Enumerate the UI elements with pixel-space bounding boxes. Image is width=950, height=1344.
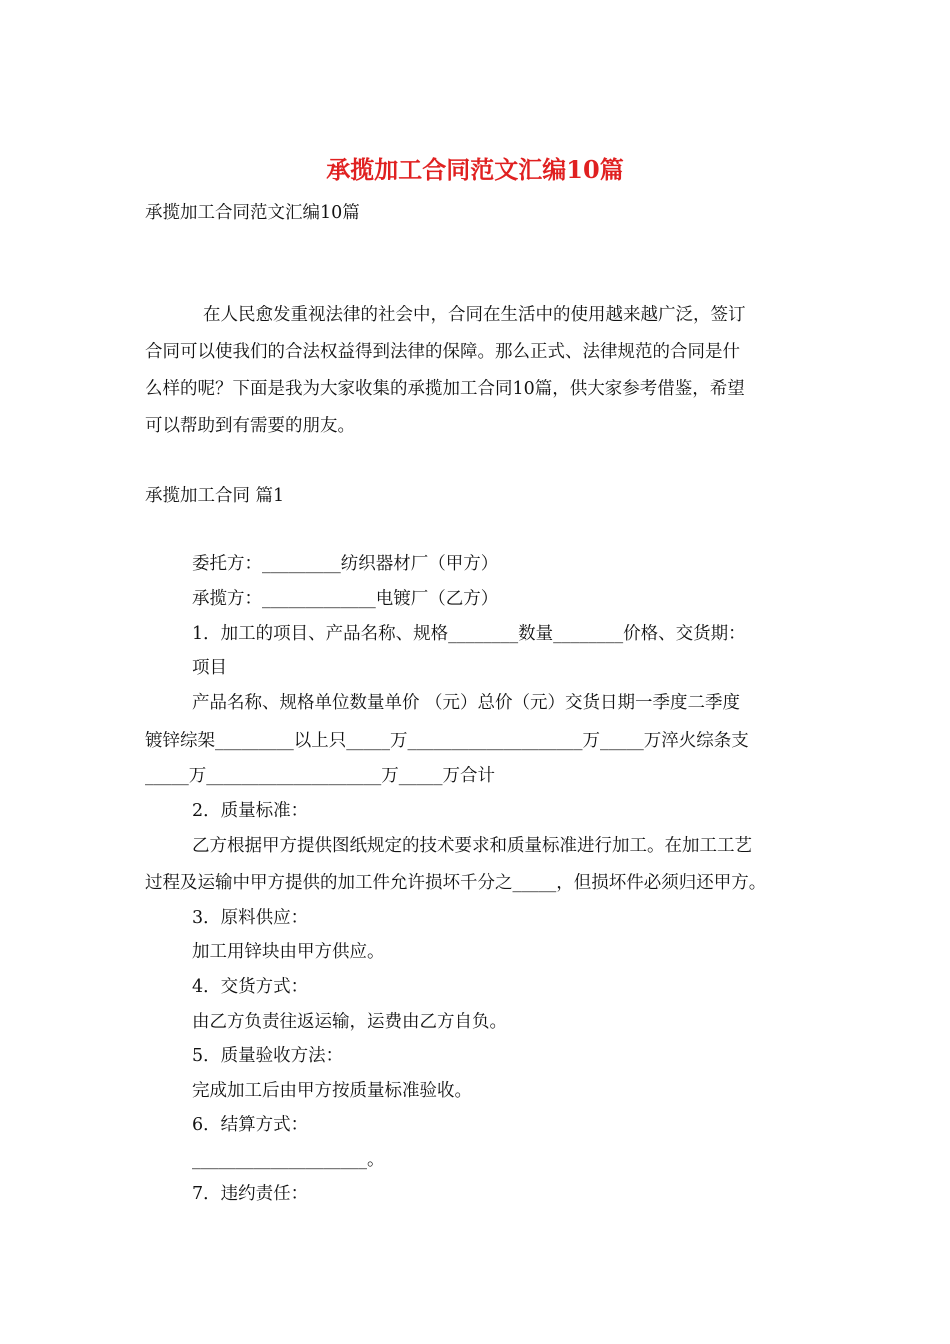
clause-line: _____万____________________万_____万合计 bbox=[145, 766, 495, 786]
clause-line: 产品名称、规格单位数量单价 （元）总价（元）交货日期一季度二季度 bbox=[192, 693, 741, 713]
document-title: 承揽加工合同范文汇编10篇 bbox=[326, 155, 624, 184]
clause-line: 乙方根据甲方提供图纸规定的技术要求和质量标准进行加工。在加工工艺 bbox=[192, 836, 752, 856]
document-subtitle: 承揽加工合同范文汇编10篇 bbox=[145, 203, 360, 223]
party-b-line: 承揽方：_____________电镀厂（乙方） bbox=[192, 589, 499, 609]
section-heading: 承揽加工合同 篇1 bbox=[145, 486, 285, 506]
clause-line: ____________________。 bbox=[192, 1150, 385, 1170]
clause-7-heading: 7．违约责任： bbox=[192, 1184, 309, 1204]
intro-line: 在人民愈发重视法律的社会中，合同在生活中的使用越来越广泛，签订 bbox=[203, 305, 746, 325]
clause-line: 项目 bbox=[192, 658, 227, 678]
clause-1-heading: 1．加工的项目、产品名称、规格________数量________价格、交货期： bbox=[192, 624, 746, 644]
clause-3-heading: 3．原料供应： bbox=[192, 908, 309, 928]
clause-line: 加工用锌块由甲方供应。 bbox=[192, 942, 385, 962]
clause-5-heading: 5．质量验收方法： bbox=[192, 1046, 344, 1066]
clause-line: 镀锌综架_________以上只_____万____________________万_____万淬火综条支 bbox=[145, 731, 749, 751]
clause-4-heading: 4．交货方式： bbox=[192, 977, 309, 997]
clause-2-heading: 2．质量标准： bbox=[192, 801, 309, 821]
intro-line: 么样的呢？下面是我为大家收集的承揽加工合同10篇，供大家参考借鉴，希望 bbox=[145, 379, 745, 399]
clause-line: 完成加工后由甲方按质量标准验收。 bbox=[192, 1081, 472, 1101]
intro-line: 合同可以使我们的合法权益得到法律的保障。那么正式、法律规范的合同是什 bbox=[145, 342, 740, 362]
clause-6-heading: 6．结算方式： bbox=[192, 1115, 309, 1135]
clause-line: 过程及运输中甲方提供的加工件允许损坏千分之_____，但损坏件必须归还甲方。 bbox=[145, 873, 767, 893]
clause-line: 由乙方负责往返运输，运费由乙方自负。 bbox=[192, 1012, 507, 1032]
intro-line: 可以帮助到有需要的朋友。 bbox=[145, 416, 355, 436]
party-a-line: 委托方：_________纺织器材厂（甲方） bbox=[192, 554, 499, 574]
